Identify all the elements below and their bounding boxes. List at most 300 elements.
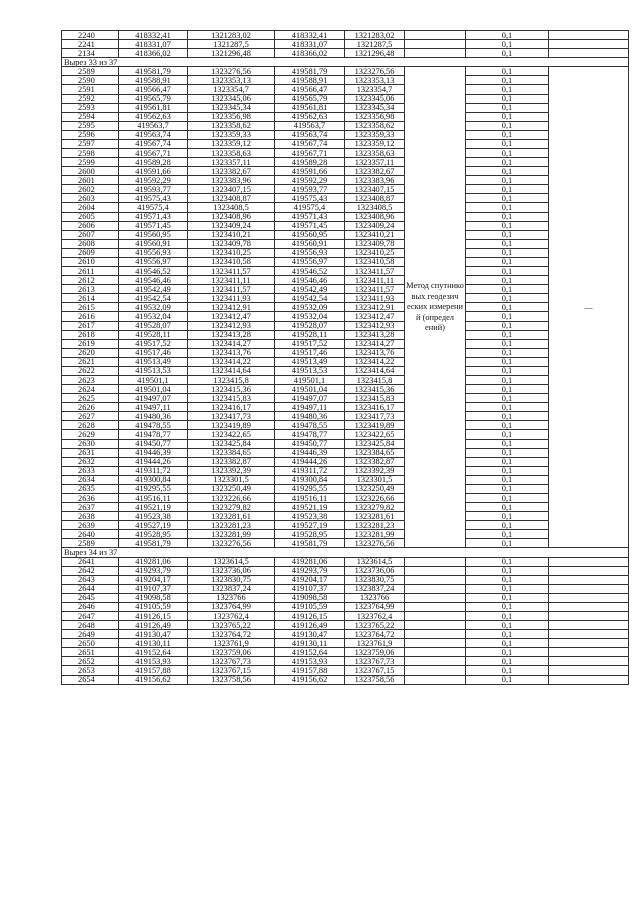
point-number-cell: 2609	[62, 248, 119, 257]
y-coordinate-cell: 1323276,56	[345, 67, 405, 76]
x-coordinate-cell: 419293,79	[275, 566, 345, 575]
accuracy-cell: 0,1	[466, 593, 549, 602]
table-row	[62, 203, 629, 212]
y-coordinate-cell: 1323410,25	[188, 248, 275, 257]
x-coordinate-cell: 419581,79	[119, 67, 188, 76]
table-row	[62, 176, 629, 185]
accuracy-cell: 0,1	[466, 49, 549, 58]
accuracy-cell: 0,1	[466, 121, 549, 130]
y-coordinate-cell: 1323410,58	[345, 257, 405, 266]
y-coordinate-cell: 1323758,56	[188, 675, 275, 684]
table-row	[62, 657, 629, 666]
point-number-cell: 2648	[62, 621, 119, 630]
x-coordinate-cell: 419523,38	[275, 512, 345, 521]
y-coordinate-cell: 1323411,57	[345, 267, 405, 276]
point-number-cell: 2624	[62, 385, 119, 394]
x-coordinate-cell: 419528,11	[119, 330, 188, 339]
point-number-cell: 2617	[62, 321, 119, 330]
table-row	[62, 257, 629, 266]
y-coordinate-cell: 1323279,82	[345, 503, 405, 512]
accuracy-cell: 0,1	[466, 366, 549, 375]
y-coordinate-cell: 1323614,5	[188, 557, 275, 566]
x-coordinate-cell: 419563,74	[119, 130, 188, 139]
table-row	[62, 493, 629, 502]
table-row	[62, 85, 629, 94]
x-coordinate-cell: 419513,49	[275, 357, 345, 366]
point-number-cell: 2612	[62, 276, 119, 285]
point-number-cell: 2241	[62, 40, 119, 49]
x-coordinate-cell: 419575,4	[119, 203, 188, 212]
y-coordinate-cell: 1323415,36	[188, 385, 275, 394]
table-row	[62, 394, 629, 403]
x-coordinate-cell: 419130,11	[275, 639, 345, 648]
table-row	[62, 94, 629, 103]
y-coordinate-cell: 1321283,02	[188, 31, 275, 40]
table-row	[62, 285, 629, 294]
point-number-cell: 2611	[62, 267, 119, 276]
point-number-cell: 2641	[62, 557, 119, 566]
point-number-cell: 2636	[62, 493, 119, 502]
method-cell	[405, 566, 466, 575]
x-coordinate-cell: 418332,41	[119, 31, 188, 40]
method-cell	[405, 630, 466, 639]
x-coordinate-cell: 419560,95	[119, 230, 188, 239]
x-coordinate-cell: 419556,97	[119, 257, 188, 266]
point-number-cell: 2591	[62, 85, 119, 94]
x-coordinate-cell: 419480,36	[119, 412, 188, 421]
point-number-cell: 2613	[62, 285, 119, 294]
y-coordinate-cell: 1323250,49	[345, 484, 405, 493]
x-coordinate-cell: 419581,79	[275, 67, 345, 76]
accuracy-cell: 0,1	[466, 557, 549, 566]
table-row	[62, 330, 629, 339]
x-coordinate-cell: 419542,49	[119, 285, 188, 294]
point-number-cell: 2605	[62, 212, 119, 221]
accuracy-cell: 0,1	[466, 484, 549, 493]
table-row	[62, 194, 629, 203]
x-coordinate-cell: 419591,66	[119, 167, 188, 176]
y-coordinate-cell: 1323422,65	[188, 430, 275, 439]
method-cell	[405, 602, 466, 611]
x-coordinate-cell: 419567,71	[119, 149, 188, 158]
accuracy-cell: 0,1	[466, 348, 549, 357]
table-row	[62, 648, 629, 657]
point-number-cell: 2610	[62, 257, 119, 266]
point-number-cell: 2592	[62, 94, 119, 103]
y-coordinate-cell: 1323409,78	[345, 239, 405, 248]
note-cell	[549, 31, 629, 40]
x-coordinate-cell: 419517,46	[119, 348, 188, 357]
x-coordinate-cell: 419556,93	[119, 248, 188, 257]
accuracy-cell: 0,1	[466, 194, 549, 203]
y-coordinate-cell: 1323353,13	[345, 76, 405, 85]
table-row	[62, 239, 629, 248]
y-coordinate-cell: 1323414,64	[345, 366, 405, 375]
x-coordinate-cell: 419501,1	[275, 375, 345, 384]
section-row	[62, 58, 629, 67]
note-cell	[549, 657, 629, 666]
x-coordinate-cell: 419566,47	[119, 85, 188, 94]
accuracy-cell: 0,1	[466, 648, 549, 657]
table-row	[62, 339, 629, 348]
x-coordinate-cell: 419513,53	[275, 366, 345, 375]
table-row	[62, 76, 629, 85]
x-coordinate-cell: 419542,54	[275, 294, 345, 303]
x-coordinate-cell: 419281,06	[119, 557, 188, 566]
accuracy-cell: 0,1	[466, 158, 549, 167]
y-coordinate-cell: 1323354,7	[345, 85, 405, 94]
x-coordinate-cell: 419532,09	[275, 303, 345, 312]
x-coordinate-cell: 419501,1	[119, 375, 188, 384]
y-coordinate-cell: 1323414,27	[188, 339, 275, 348]
note-cell	[549, 675, 629, 684]
x-coordinate-cell: 419516,11	[275, 493, 345, 502]
y-coordinate-cell: 1323411,57	[188, 267, 275, 276]
note-cell	[549, 648, 629, 657]
y-coordinate-cell: 1323250,49	[188, 484, 275, 493]
point-number-cell: 2653	[62, 666, 119, 675]
point-number-cell: 2626	[62, 403, 119, 412]
y-coordinate-cell: 1323414,27	[345, 339, 405, 348]
y-coordinate-cell: 1323408,96	[345, 212, 405, 221]
point-number-cell: 2650	[62, 639, 119, 648]
y-coordinate-cell: 1323356,98	[345, 112, 405, 121]
point-number-cell: 2631	[62, 448, 119, 457]
y-coordinate-cell: 1323226,66	[188, 493, 275, 502]
table-row	[62, 575, 629, 584]
accuracy-cell: 0,1	[466, 566, 549, 575]
table-row	[62, 539, 629, 548]
table-row	[62, 158, 629, 167]
y-coordinate-cell: 1323417,73	[188, 412, 275, 421]
section-label: Вырез 33 из 37	[62, 58, 629, 67]
y-coordinate-cell: 1321296,48	[188, 49, 275, 58]
y-coordinate-cell: 1323408,5	[345, 203, 405, 212]
y-coordinate-cell: 1323353,13	[188, 76, 275, 85]
point-number-cell: 2651	[62, 648, 119, 657]
method-cell	[405, 675, 466, 684]
point-number-cell: 2627	[62, 412, 119, 421]
table-row	[62, 584, 629, 593]
x-coordinate-cell: 419480,36	[275, 412, 345, 421]
y-coordinate-cell: 1323762,4	[188, 612, 275, 621]
accuracy-cell: 0,1	[466, 230, 549, 239]
accuracy-cell: 0,1	[466, 521, 549, 530]
method-cell	[405, 40, 466, 49]
point-number-cell: 2618	[62, 330, 119, 339]
y-coordinate-cell: 1321283,02	[345, 31, 405, 40]
note-cell	[549, 566, 629, 575]
point-number-cell: 2134	[62, 49, 119, 58]
point-number-cell: 2629	[62, 430, 119, 439]
point-number-cell: 2593	[62, 103, 119, 112]
accuracy-cell: 0,1	[466, 130, 549, 139]
y-coordinate-cell: 1323425,84	[345, 439, 405, 448]
table-row	[62, 375, 629, 384]
y-coordinate-cell: 1323408,96	[188, 212, 275, 221]
point-number-cell: 2240	[62, 31, 119, 40]
accuracy-cell: 0,1	[466, 503, 549, 512]
y-coordinate-cell: 1323765,22	[345, 621, 405, 630]
x-coordinate-cell: 419528,95	[119, 530, 188, 539]
x-coordinate-cell: 419152,64	[275, 648, 345, 657]
y-coordinate-cell: 1323412,93	[188, 321, 275, 330]
x-coordinate-cell: 419098,58	[119, 593, 188, 602]
table-row	[62, 303, 629, 312]
point-number-cell: 2614	[62, 294, 119, 303]
point-number-cell: 2645	[62, 593, 119, 602]
point-number-cell: 2598	[62, 149, 119, 158]
accuracy-cell: 0,1	[466, 221, 549, 230]
y-coordinate-cell: 1323301,5	[345, 475, 405, 484]
y-coordinate-cell: 1323758,56	[345, 675, 405, 684]
x-coordinate-cell: 419527,19	[275, 521, 345, 530]
x-coordinate-cell: 419130,11	[119, 639, 188, 648]
x-coordinate-cell: 419517,46	[275, 348, 345, 357]
accuracy-cell: 0,1	[466, 31, 549, 40]
accuracy-cell: 0,1	[466, 76, 549, 85]
point-number-cell: 2635	[62, 484, 119, 493]
method-cell	[405, 31, 466, 40]
x-coordinate-cell: 419098,58	[275, 593, 345, 602]
y-coordinate-cell: 1323416,17	[188, 403, 275, 412]
x-coordinate-cell: 419575,43	[275, 194, 345, 203]
accuracy-cell: 0,1	[466, 321, 549, 330]
point-number-cell: 2608	[62, 239, 119, 248]
x-coordinate-cell: 419589,28	[119, 158, 188, 167]
x-coordinate-cell: 419567,71	[275, 149, 345, 158]
x-coordinate-cell: 419588,91	[275, 76, 345, 85]
note-cell	[549, 612, 629, 621]
x-coordinate-cell: 419107,37	[275, 584, 345, 593]
x-coordinate-cell: 419105,59	[119, 602, 188, 611]
x-coordinate-cell: 419571,43	[275, 212, 345, 221]
accuracy-cell: 0,1	[466, 630, 549, 639]
x-coordinate-cell: 419446,39	[275, 448, 345, 457]
y-coordinate-cell: 1323765,22	[188, 621, 275, 630]
coordinates-table-body	[62, 31, 629, 685]
table-row	[62, 321, 629, 330]
y-coordinate-cell: 1323407,15	[345, 185, 405, 194]
table-row	[62, 40, 629, 49]
table-row	[62, 448, 629, 457]
x-coordinate-cell: 419546,52	[119, 267, 188, 276]
x-coordinate-cell: 419126,15	[275, 612, 345, 621]
point-number-cell: 2599	[62, 158, 119, 167]
accuracy-cell: 0,1	[466, 294, 549, 303]
y-coordinate-cell: 1323764,99	[345, 602, 405, 611]
point-number-cell: 2625	[62, 394, 119, 403]
y-coordinate-cell: 1323762,4	[345, 612, 405, 621]
table-row	[62, 484, 629, 493]
x-coordinate-cell: 419560,91	[119, 239, 188, 248]
accuracy-cell: 0,1	[466, 412, 549, 421]
method-cell	[405, 49, 466, 58]
table-row	[62, 385, 629, 394]
y-coordinate-cell: 1323419,89	[345, 421, 405, 430]
x-coordinate-cell: 419562,63	[119, 112, 188, 121]
y-coordinate-cell: 1323281,99	[188, 530, 275, 539]
x-coordinate-cell: 419516,11	[119, 493, 188, 502]
point-number-cell: 2637	[62, 503, 119, 512]
y-coordinate-cell: 1323409,78	[188, 239, 275, 248]
y-coordinate-cell: 1323407,15	[188, 185, 275, 194]
accuracy-cell: 0,1	[466, 40, 549, 49]
y-coordinate-cell: 1323837,24	[188, 584, 275, 593]
y-coordinate-cell: 1323408,87	[188, 194, 275, 203]
y-coordinate-cell: 1323767,15	[188, 666, 275, 675]
table-row	[62, 366, 629, 375]
accuracy-cell: 0,1	[466, 257, 549, 266]
accuracy-cell: 0,1	[466, 303, 549, 312]
method-cell	[405, 584, 466, 593]
y-coordinate-cell: 1323408,5	[188, 203, 275, 212]
accuracy-cell: 0,1	[466, 203, 549, 212]
accuracy-cell: 0,1	[466, 103, 549, 112]
y-coordinate-cell: 1323411,57	[345, 285, 405, 294]
x-coordinate-cell: 419567,74	[119, 139, 188, 148]
x-coordinate-cell: 419204,17	[119, 575, 188, 584]
point-number-cell: 2620	[62, 348, 119, 357]
accuracy-cell: 0,1	[466, 375, 549, 384]
y-coordinate-cell: 1323384,65	[345, 448, 405, 457]
table-row	[62, 139, 629, 148]
note-cell	[549, 666, 629, 675]
x-coordinate-cell: 418331,07	[275, 40, 345, 49]
x-coordinate-cell: 419592,29	[275, 176, 345, 185]
x-coordinate-cell: 419478,55	[275, 421, 345, 430]
table-row	[62, 49, 629, 58]
note-cell	[549, 621, 629, 630]
table-row	[62, 521, 629, 530]
x-coordinate-cell: 419532,09	[119, 303, 188, 312]
y-coordinate-cell: 1323357,11	[188, 158, 275, 167]
x-coordinate-cell: 419157,88	[275, 666, 345, 675]
note-cell	[549, 630, 629, 639]
point-number-cell: 2622	[62, 366, 119, 375]
x-coordinate-cell: 419560,95	[275, 230, 345, 239]
point-number-cell: 2638	[62, 512, 119, 521]
x-coordinate-cell: 419532,04	[119, 312, 188, 321]
y-coordinate-cell: 1323392,39	[188, 466, 275, 475]
table-row	[62, 639, 629, 648]
x-coordinate-cell: 419478,77	[275, 430, 345, 439]
x-coordinate-cell: 419450,77	[275, 439, 345, 448]
table-row	[62, 593, 629, 602]
table-row	[62, 602, 629, 611]
accuracy-cell: 0,1	[466, 539, 549, 548]
x-coordinate-cell: 419528,07	[275, 321, 345, 330]
point-number-cell: 2590	[62, 76, 119, 85]
y-coordinate-cell: 1323358,63	[188, 149, 275, 158]
y-coordinate-cell: 1323358,62	[188, 121, 275, 130]
accuracy-cell: 0,1	[466, 602, 549, 611]
table-row	[62, 130, 629, 139]
x-coordinate-cell: 419300,84	[275, 475, 345, 484]
x-coordinate-cell: 418331,07	[119, 40, 188, 49]
y-coordinate-cell: 1323408,87	[345, 194, 405, 203]
x-coordinate-cell: 419563,74	[275, 130, 345, 139]
table-row	[62, 212, 629, 221]
y-coordinate-cell: 1323359,33	[188, 130, 275, 139]
y-coordinate-cell: 1323356,98	[188, 112, 275, 121]
note-cell	[549, 602, 629, 611]
accuracy-cell: 0,1	[466, 430, 549, 439]
method-label: Метод спутнико вых геодезич еских измерени й (определ ений)	[405, 67, 466, 548]
accuracy-cell: 0,1	[466, 466, 549, 475]
y-coordinate-cell: 1323761,9	[188, 639, 275, 648]
y-coordinate-cell: 1323382,87	[345, 457, 405, 466]
x-coordinate-cell: 419521,19	[275, 503, 345, 512]
y-coordinate-cell: 1323345,34	[345, 103, 405, 112]
y-coordinate-cell: 1323415,83	[188, 394, 275, 403]
point-number-cell: 2616	[62, 312, 119, 321]
y-coordinate-cell: 1323761,9	[345, 639, 405, 648]
x-coordinate-cell: 419561,81	[275, 103, 345, 112]
y-coordinate-cell: 1323345,34	[188, 103, 275, 112]
x-coordinate-cell: 419565,79	[119, 94, 188, 103]
y-coordinate-cell: 1323281,61	[188, 512, 275, 521]
point-number-cell: 2601	[62, 176, 119, 185]
table-row	[62, 67, 629, 76]
table-row	[62, 248, 629, 257]
table-row	[62, 149, 629, 158]
table-row	[62, 512, 629, 521]
section-label: Вырез 34 из 37	[62, 548, 629, 557]
x-coordinate-cell: 419561,81	[119, 103, 188, 112]
y-coordinate-cell: 1323416,17	[345, 403, 405, 412]
accuracy-cell: 0,1	[466, 448, 549, 457]
x-coordinate-cell: 419444,26	[119, 457, 188, 466]
x-coordinate-cell: 419126,15	[119, 612, 188, 621]
accuracy-cell: 0,1	[466, 394, 549, 403]
x-coordinate-cell: 419562,63	[275, 112, 345, 121]
y-coordinate-cell: 1321287,5	[345, 40, 405, 49]
x-coordinate-cell: 419528,95	[275, 530, 345, 539]
y-coordinate-cell: 1323359,12	[345, 139, 405, 148]
x-coordinate-cell: 419567,74	[275, 139, 345, 148]
y-coordinate-cell: 1323226,66	[345, 493, 405, 502]
table-row	[62, 348, 629, 357]
table-row	[62, 276, 629, 285]
x-coordinate-cell: 419556,97	[275, 257, 345, 266]
point-number-cell: 2606	[62, 221, 119, 230]
y-coordinate-cell: 1323425,84	[188, 439, 275, 448]
y-coordinate-cell: 1323358,63	[345, 149, 405, 158]
x-coordinate-cell: 419517,52	[119, 339, 188, 348]
y-coordinate-cell: 1323382,67	[188, 167, 275, 176]
y-coordinate-cell: 1323281,23	[188, 521, 275, 530]
x-coordinate-cell: 419295,55	[119, 484, 188, 493]
method-cell	[405, 612, 466, 621]
y-coordinate-cell: 1323359,12	[188, 139, 275, 148]
accuracy-cell: 0,1	[466, 94, 549, 103]
accuracy-cell: 0,1	[466, 239, 549, 248]
x-coordinate-cell: 419497,07	[119, 394, 188, 403]
x-coordinate-cell: 419591,66	[275, 167, 345, 176]
x-coordinate-cell: 419497,11	[119, 403, 188, 412]
accuracy-cell: 0,1	[466, 385, 549, 394]
accuracy-cell: 0,1	[466, 212, 549, 221]
x-coordinate-cell: 419130,47	[119, 630, 188, 639]
x-coordinate-cell: 419566,47	[275, 85, 345, 94]
point-number-cell: 2640	[62, 530, 119, 539]
x-coordinate-cell: 419575,43	[119, 194, 188, 203]
x-coordinate-cell: 419130,47	[275, 630, 345, 639]
point-number-cell: 2621	[62, 357, 119, 366]
x-coordinate-cell: 419532,04	[275, 312, 345, 321]
x-coordinate-cell: 419446,39	[119, 448, 188, 457]
